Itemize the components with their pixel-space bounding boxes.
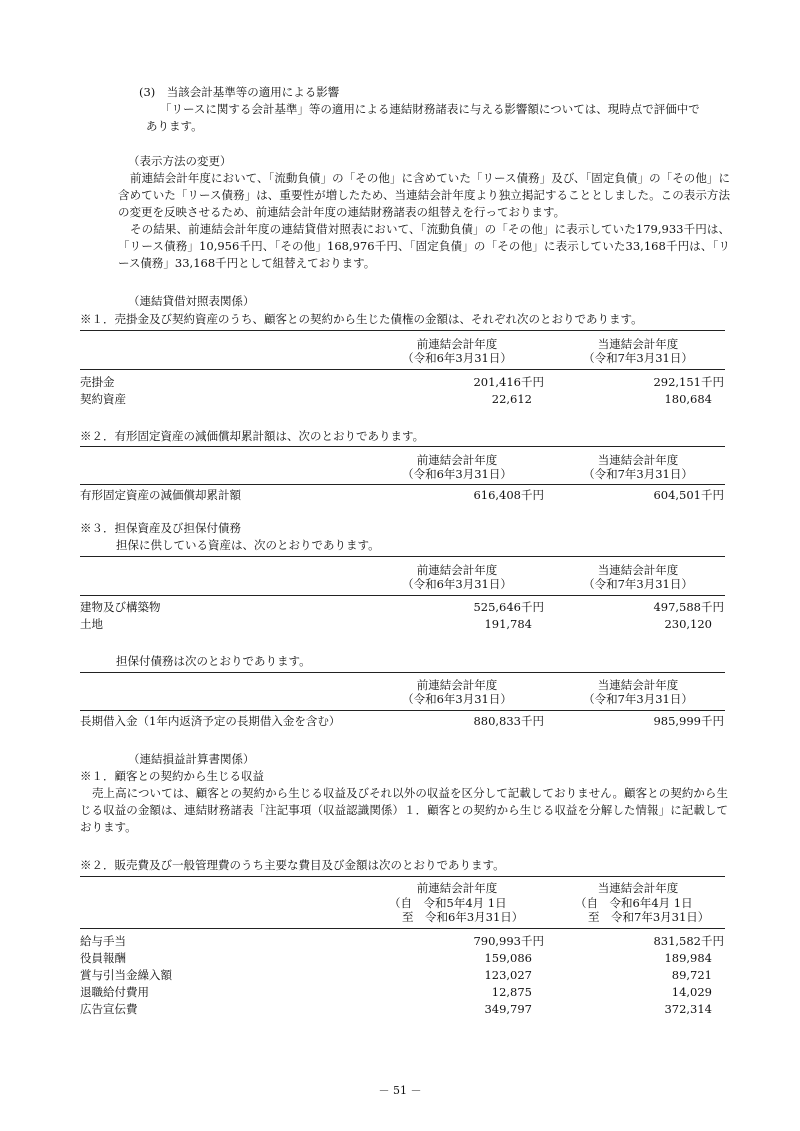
table-row-curr: 292,151千円 [653, 375, 724, 389]
table4-col-curr: 当連結会計年度 [597, 678, 679, 692]
table-row-curr: 985,999千円 [653, 714, 724, 728]
table5-col-curr: 当連結会計年度 [597, 881, 679, 895]
table-row-prev: 201,416千円 [473, 375, 544, 389]
table1-col-curr-date: （令和7年3月31日） [583, 351, 693, 365]
bs-heading: （連結貸借対照表関係） [128, 294, 255, 308]
table1-header-rule [80, 369, 725, 370]
table5-header-rule [80, 928, 725, 929]
table3-col-curr-date: （令和7年3月31日） [583, 577, 693, 591]
table5-col-prev-from: （自 令和5年4月 1日 [389, 896, 507, 910]
display-change-heading: （表示方法の変更） [128, 154, 232, 168]
table3-col-prev-date: （令和6年3月31日） [402, 577, 512, 591]
table2-col-curr-date: （令和7年3月31日） [583, 467, 693, 481]
table5-col-prev-to: 至 令和6年3月31日） [402, 910, 524, 924]
table-row-prev: 790,993千円 [473, 934, 544, 948]
table-row-prev: 22,612 [491, 392, 532, 406]
table-row-curr: 831,582千円 [653, 934, 724, 948]
table-row-label: 広告宣伝費 [80, 1002, 138, 1016]
table2-col-curr: 当連結会計年度 [597, 453, 679, 467]
table3-col-curr: 当連結会計年度 [597, 563, 679, 577]
table-row-label: 土地 [80, 617, 103, 631]
table1-top-rule [80, 330, 725, 331]
table1-col-prev: 前連結会計年度 [416, 337, 498, 351]
bs-note3: ※３．担保資産及び担保付債務 [80, 521, 241, 535]
table-row-label: 役員報酬 [80, 951, 126, 965]
table-row-curr: 89,721 [671, 968, 712, 982]
table2-header-rule [80, 484, 725, 485]
section3-line2: あります。 [146, 119, 203, 133]
table-row-curr: 372,314 [664, 1002, 712, 1016]
table-row-label: 売掛金 [80, 375, 115, 389]
table4-col-prev: 前連結会計年度 [416, 678, 498, 692]
table-row-prev: 880,833千円 [473, 714, 544, 728]
table-row-prev: 349,797 [484, 1002, 532, 1016]
table1-col-prev-date: （令和6年3月31日） [402, 351, 512, 365]
table-row-label: 長期借入金（1年内返済予定の長期借入金を含む） [80, 714, 341, 728]
table-row-label: 賞与引当金繰入額 [80, 968, 172, 982]
bs-note1: ※１．売掛金及び契約資産のうち、顧客との契約から生じた債権の金額は、それぞれ次のとおりであります。 [80, 312, 643, 326]
section3-heading: (3) 当該会計基準等の適用による影響 [139, 85, 340, 99]
table-row-curr: 497,588千円 [653, 600, 724, 614]
table-row-prev: 123,027 [484, 968, 532, 982]
table2-col-prev-date: （令和6年3月31日） [402, 467, 512, 481]
table4-col-prev-date: （令和6年3月31日） [402, 692, 512, 706]
table4-header-rule [80, 710, 725, 711]
table4-col-curr-date: （令和7年3月31日） [583, 692, 693, 706]
table-row-prev: 191,784 [484, 617, 532, 631]
table3-col-prev: 前連結会計年度 [416, 563, 498, 577]
table3-header-rule [80, 595, 725, 596]
table-row-prev: 12,875 [491, 985, 532, 999]
section3-line1: 「リースに関する会計基準」等の適用による連結財務諸表に与える影響額については、現時点で評価中で [160, 102, 700, 116]
pl-heading: （連結損益計算書関係） [128, 752, 255, 766]
display-change-para1: 前連結会計年度において、「流動負債」の「その他」に含めていた「リース債務」及び、「固定負債」の「その他」に含めていた「リース債務」は、重要性が増したため、当連結会計年度より独立掲記することとしました。この表示方法の変更を反映させるため、前連結会計年度の連結財務諸表の組替えを行っております。 [118, 171, 730, 219]
pl-note1: ※１．顧客との契約から生じる収益 [80, 769, 264, 783]
table-row-label: 退職給付費用 [80, 985, 149, 999]
table-row-curr: 230,120 [664, 617, 712, 631]
table5-top-rule [80, 876, 725, 877]
table-row-label: 契約資産 [80, 392, 126, 406]
table3-top-rule [80, 556, 725, 557]
pl-note1-text: 売上高については、顧客との契約から生じる収益及びそれ以外の収益を区分して記載しておりません。顧客との契約から生じる収益の金額は、連結財務諸表「注記事項（収益認識関係）１．顧客との契約から生じる収益を分解した情報」に記載しております。 [80, 786, 728, 834]
table-row-label: 有形固定資産の減価償却累計額 [80, 488, 241, 502]
table5-col-curr-from: （自 令和6年4月 1日 [575, 896, 693, 910]
bs-note3-sub: 担保に供している資産は、次のとおりであります。 [116, 538, 380, 552]
table1-col-curr: 当連結会計年度 [597, 337, 679, 351]
table4-top-rule [80, 672, 725, 673]
table-row-curr: 14,029 [671, 985, 712, 999]
table5-col-curr-to: 至 令和7年3月31日） [588, 910, 710, 924]
pl-note2: ※２．販売費及び一般管理費のうち主要な費目及び金額は次のとおりであります。 [80, 858, 505, 872]
table-row-curr: 604,501千円 [653, 488, 724, 502]
display-change-para2: その結果、前連結会計年度の連結貸借対照表において、「流動負債」の「その他」に表示していた179,933千円は、「リース債務」10,956千円、「その他」168,976千円、「固定負債」の「その他」に表示していた33,168千円は、「リース債務」33,168千円として組替えております。 [118, 222, 730, 270]
page-number: － 51 － [378, 1084, 422, 1097]
bs-note3-sub2: 担保付債務は次のとおりであります。 [116, 654, 311, 668]
table-row-prev: 159,086 [484, 951, 532, 965]
table-row-curr: 180,684 [664, 392, 712, 406]
table5-col-prev: 前連結会計年度 [416, 881, 498, 895]
table2-col-prev: 前連結会計年度 [416, 453, 498, 467]
table2-top-rule [80, 446, 725, 447]
table-row-curr: 189,984 [664, 951, 712, 965]
table-row-label: 建物及び構築物 [80, 600, 161, 614]
table-row-label: 給与手当 [80, 934, 126, 948]
bs-note2: ※２．有形固定資産の減価償却累計額は、次のとおりであります。 [80, 429, 425, 443]
table-row-prev: 525,646千円 [473, 600, 544, 614]
table-row-prev: 616,408千円 [473, 488, 544, 502]
